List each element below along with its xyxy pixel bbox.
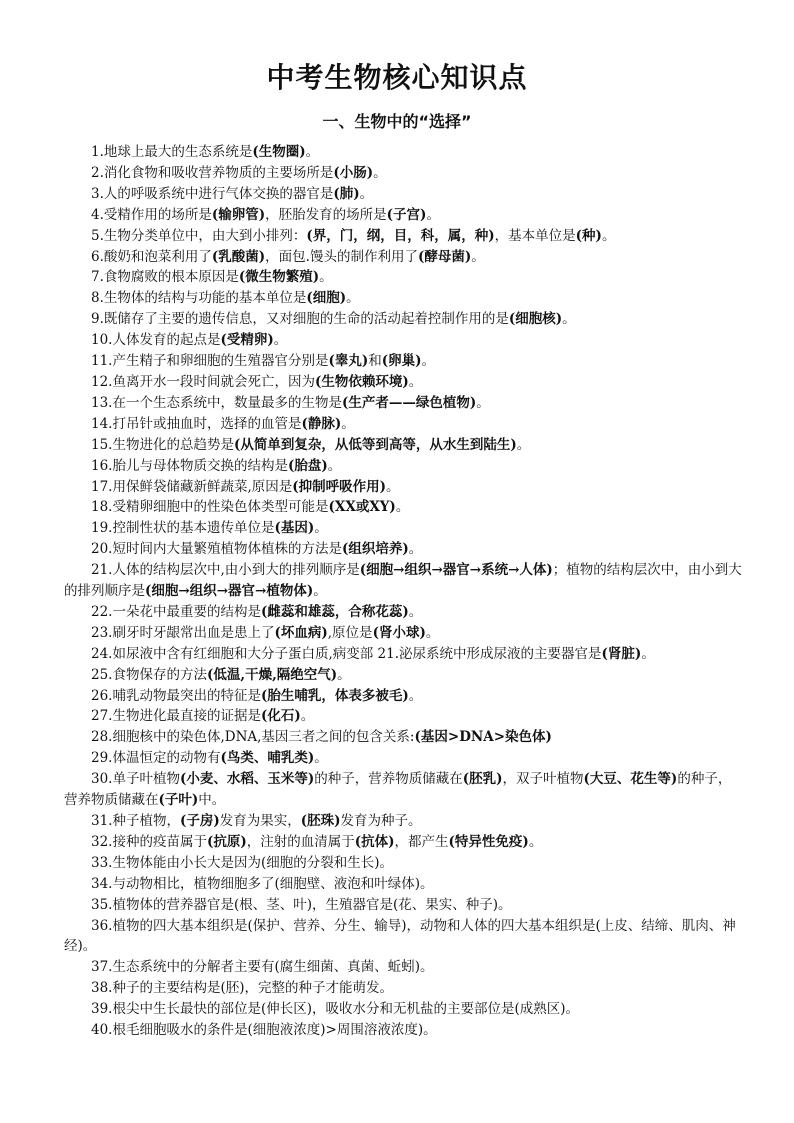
list-item [64,309,744,330]
item-answer: (肾脏) [601,645,642,662]
item-text: ，注射的血清属于 [246,833,355,850]
item-answer: (肾小球) [372,624,426,641]
page-title: 中考生物核心知识点 [266,61,528,94]
item-answer: (乳酸菌) [211,248,266,265]
item-text: 发育为果实， [219,813,301,829]
item-text: 。 [408,541,423,558]
item-text: 。 [359,185,374,202]
list-item [64,706,744,727]
list-item [64,978,744,999]
list-item [64,853,744,874]
section-heading: 一、生物中的“选择” [322,112,472,131]
item-answer: (从简单到复杂，从低等到高等，从水生到陆生) [233,436,517,453]
item-text: 。 [327,457,342,474]
item-answer: (静脉) [301,415,342,432]
item-text: 9.既储存了主要的遗传信息，又对细胞的生命的活动起着控制作用的是 [91,311,509,328]
item-text: 发育为种子。 [340,813,422,829]
list-item [64,435,744,456]
list-item [64,497,744,518]
list-item [64,665,744,686]
list-item [64,288,744,309]
item-text: 23.刷牙时牙龈常出血是患上了 [91,624,275,641]
item-text: 14.打吊针或抽血时，选择的血管是 [91,415,302,432]
list-item [64,205,744,226]
item-text: 16.胎儿与母体物质交换的结构是 [91,457,288,474]
item-answer: (生物依赖环境) [314,373,409,390]
item-answer: (种) [575,227,602,244]
item-answer: (卵巢) [381,353,422,370]
item-text: 7.食物腐败的根本原因是 [91,269,239,286]
item-text: 22.一朵花中最重要的结构是 [91,603,261,620]
item-answer: (低温,干燥,隔绝空气) [206,666,338,683]
item-text: 。 [408,603,423,620]
item-answer: (肺) [333,185,360,202]
item-text: 2.消化食物和吸收营养物质的主要场所是 [91,164,334,181]
item-answer: (抑制呼吸作用) [292,478,387,495]
item-text: ,原位是 [327,624,373,641]
item-answer: (鸟类、哺乳类) [220,750,315,767]
item-text: 34.与动物相比，植物细胞多了(细胞壁、液泡和叶绿体)。 [91,875,434,892]
item-answer: (细胞核) [508,311,563,328]
list-item [64,874,744,895]
item-text: 。 [426,206,440,223]
item-text: 1.地球上最大的生态系统是 [91,144,253,160]
item-answer: (细胞→组织→器官→植物体) [145,583,314,600]
item-text: 。 [314,520,328,537]
item-text: 。 [601,227,616,244]
item-text: 36.植物的四大基本组织是(保护、营养、分生、输导)，动物和人体的四大基本组织是(上皮、结缔、肌肉、神经)。 [64,917,736,955]
item-text: 13.在一个生态系统中，数量最多的生物是 [91,394,342,411]
list-item [64,623,744,644]
item-text: 。 [516,436,531,453]
list-item [64,330,744,351]
item-text: 。 [408,373,423,390]
item-text: 。 [408,687,423,704]
item-text: 。 [476,394,490,411]
item-text: 27.生物进化最直接的证据是 [91,708,261,725]
item-text: 18.受精卵细胞中的性染色体类型可能是 [91,499,329,516]
item-answer: (XX或XY) [328,499,396,516]
item-text: 。 [641,645,655,662]
list-item [64,832,744,853]
list-item [64,414,744,435]
list-item [64,1020,744,1041]
item-answer: (抗原) [206,833,247,850]
list-item [64,916,744,958]
list-item [64,748,744,769]
item-text: 的种子，营养物质储藏在 [64,771,732,809]
item-answer: (大豆、花生等) [583,771,678,788]
item-answer: (雌蕊和雄蕊，合称花蕊) [260,603,409,620]
list-item [64,539,744,560]
item-text: 20.短时间内大量繁殖植物体植株的方法是 [91,541,342,558]
item-text: 6.酸奶和泡菜利用了 [91,248,212,265]
item-text: 。 [305,144,320,160]
item-answer: (生产者——绿色植物) [341,394,477,411]
item-answer: (细胞→组织→器官→系统→人体) [359,562,553,579]
item-answer: (受精卵) [220,332,274,349]
item-answer: (睾丸) [328,353,369,370]
item-answer: (界，门，纲，目，科，属，种) [306,227,495,244]
list-item [64,184,744,205]
list-item [64,142,744,163]
item-answer: (子宫) [386,206,427,223]
item-answer: (胚珠) [300,813,341,829]
list-item [64,957,744,978]
list-item [64,267,744,288]
item-answer: (输卵管) [211,206,266,223]
list-item [64,769,744,811]
list-item [64,372,744,393]
item-text: 11.产生精子和卵细胞的生殖器官分别是 [91,353,329,370]
item-text: 中。 [198,792,226,809]
item-text: ；植物的结构层次中，由小到大的排列顺序是 [64,562,742,600]
item-answer: (小肠) [333,164,374,181]
item-text: 37.生态系统中的分解者主要有(腐生细菌、真菌、蚯蚓)。 [91,959,434,976]
item-text: 。 [562,311,576,328]
item-text: ，都产生 [394,833,449,850]
list-item [64,351,744,372]
item-answer: (微生物繁殖) [238,269,320,286]
list-item [64,456,744,477]
item-text: 29.体温恒定的动物有 [91,750,221,767]
item-text: 40.根毛细胞吸水的条件是(细胞液浓度)>周围溶液浓度)。 [91,1022,437,1039]
item-text: 26.哺乳动物最突出的特征是 [91,687,261,704]
list-item [64,895,744,916]
item-answer: (子叶) [158,792,199,809]
list-item [64,477,744,498]
item-text: ，基本单位是 [494,227,576,244]
item-text: 5.生物分类单位中，由大到小排列： [91,227,307,244]
item-answer: (胚乳) [462,771,503,788]
item-text: 35.植物体的营养器官是(根、茎、叶)，生殖器官是(花、果实、种子)。 [91,896,512,913]
list-item [64,602,744,623]
item-answer: (小麦、水稻、玉米等) [179,771,315,788]
item-text: 3.人的呼吸系统中进行气体交换的器官是 [91,185,334,202]
item-answer: (酵母菌) [417,248,472,265]
item-text: 。 [346,290,360,307]
item-text: 25.食物保存的方法 [91,666,207,683]
item-text: 。 [425,624,440,641]
item-text: 。 [273,332,288,349]
item-text: 。 [314,750,328,767]
item-text: 。 [395,499,410,516]
item-text: 。 [300,708,315,725]
item-answer: (基因) [274,520,315,537]
list-item [64,560,744,602]
item-text: 33.生物体能由小长大是因为(细胞的分裂和生长)。 [91,854,394,871]
item-answer: (坏血病) [274,624,328,641]
list-item [64,518,744,539]
item-text: 38.种子的主要结构是(胚)，完整的种子才能萌发。 [91,980,394,997]
item-text: 。 [421,353,436,370]
list-item [64,999,744,1020]
item-answer: (特异性免疫) [448,833,529,850]
item-text: ，胚胎发育的场所是 [265,206,387,223]
item-answer: (胎生哺乳，体表多被毛) [260,687,409,704]
list-item [64,247,744,268]
item-text: 。 [471,248,485,265]
item-answer: (化石) [260,708,301,725]
item-text: 24.如尿液中含有红细胞和大分子蛋白质,病变部 21.泌尿系统中形成尿液的主要器官是 [91,645,602,662]
item-text: 19.控制性状的基本遗传单位是 [91,520,275,537]
item-text: 4.受精作用的场所是 [91,206,212,223]
item-text: 31.种子植物， [91,813,180,829]
item-answer: (胎盘) [287,457,328,474]
item-answer: (生物圈) [252,144,306,160]
item-text: 的种子，营养物质储藏在 [314,771,463,788]
item-text: 39.根尖中生长最快的部位是(伸长区)，吸收水分和无机盐的主要部位是(成熟区)。 [91,1001,580,1018]
item-text: 12.鱼离开水一段时间就会死亡，因为 [91,373,315,390]
item-text: 。 [341,415,355,432]
item-answer: (抗体) [354,833,395,850]
item-text: 8.生物体的结构与功能的基本单位是 [91,290,307,307]
list-item [64,644,744,665]
item-answer: (基因>DNA>染色体) [414,729,552,746]
list-item [64,727,744,748]
list-item [64,811,744,832]
item-text: 。 [373,164,387,181]
item-text: 15.生物进化的总趋势是 [91,436,234,453]
item-answer: (组织培养) [341,541,409,558]
item-answer: (子房) [179,813,220,829]
item-text: 30.单子叶植物 [91,771,180,788]
item-text: 。 [313,583,327,600]
item-text: 10.人体发育的起点是 [91,332,221,349]
item-text: 。 [319,269,333,286]
knowledge-point-list [64,142,744,1041]
item-text: 。 [528,833,543,850]
list-item [64,686,744,707]
item-text: ，面包.馒头的制作利用了 [265,248,418,265]
list-item [64,163,744,184]
list-item [64,393,744,414]
item-text: 17.用保鲜袋储藏新鲜蔬菜,原因是 [91,478,293,495]
item-text: 21.人体的结构层次中,由小到大的排列顺序是 [91,562,360,579]
item-text: 。 [337,666,351,683]
item-text: 28.细胞核中的染色体,DNA,基因三者之间的包含关系: [91,729,415,746]
item-text: 。 [386,478,400,495]
list-item [64,226,744,247]
item-text: ，双子叶植物 [502,771,584,788]
item-text: 和 [368,353,382,370]
item-answer: (细胞) [306,290,347,307]
item-text: 32.接种的疫苗属于 [91,833,207,850]
